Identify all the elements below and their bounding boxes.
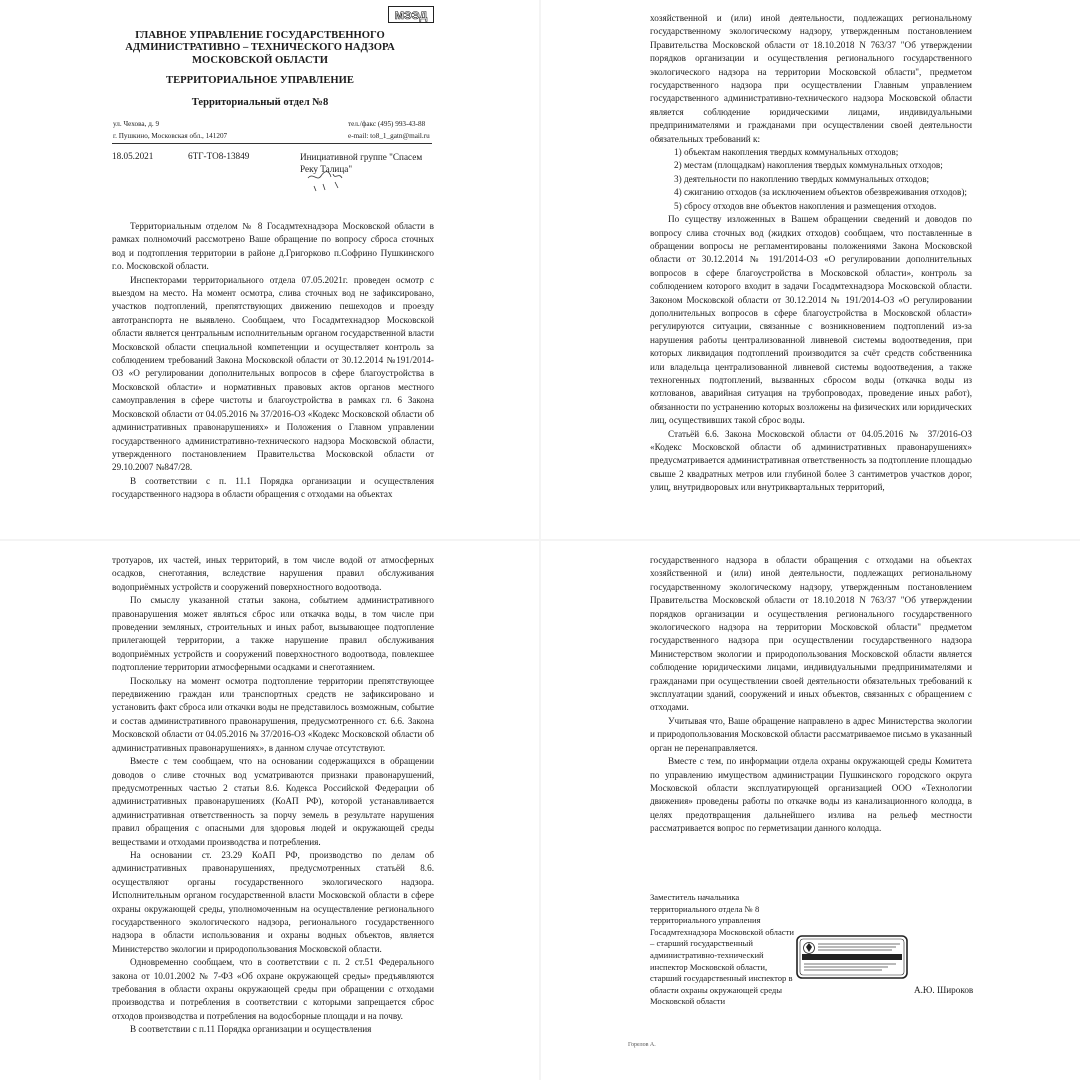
list-item: 1) объектам накопления твердых коммунальных отходов; <box>674 147 899 158</box>
paragraph: Вместе с тем, по информации отдела охраны окружающей среды Комитета по управлению имуществом администрации Пушкинского городского округа Московской области эксплуатирующей организацией ООО «Технологии движения» проведены работы по откачке воды из канализационного колодца, в целях предотвращения дальнейшего излива на рельеф местности рассматривается вопрос по герметизации данного колодца. <box>650 756 972 834</box>
letter-page-3 <box>0 542 536 1078</box>
letter-page-4 <box>542 542 1078 1078</box>
signatory-block <box>650 892 810 1008</box>
header-rule <box>112 143 432 144</box>
meed-stamp-icon <box>388 6 434 23</box>
executor-footer: Горелов А. <box>628 1042 656 1048</box>
list-item: 2) местам (площадкам) накопления твердых коммунальных отходов; <box>674 160 943 171</box>
postal-address <box>113 118 227 142</box>
electronic-signature-seal-icon <box>796 935 908 979</box>
paragraph: По смыслу указанной статьи закона, событием административного правонарушения может являться сброс или откачка воды, в том числе при проведении земляных, строительных и иных работ, вызывающее подтопление прилегающей территории, а также нарушение правил обслуживания водоприёмных устройств и сооружений поверхностного водоотвода, повлекшее подтопление территории атмосферными осадками и снеготаянием. <box>112 595 434 673</box>
letter-body-page-1 <box>112 220 434 502</box>
org-line-2: АДМИНИСТРАТИВНО – ТЕХНИЧЕСКОГО НАДЗОРА <box>125 42 395 54</box>
outgoing-number: 6ТГ-ТО8-13849 <box>188 151 250 161</box>
letter-page-1 <box>0 0 536 536</box>
signatory-line: административно-технический <box>650 949 764 960</box>
addressee: Инициативной группе "Спасем Реку Талица" <box>300 152 423 174</box>
requirements-list <box>650 146 972 213</box>
paragraph: Инспекторами территориального отдела 07.05.2021г. проведен осмотр с выездом на место. На момент осмотра, слива сточных вод не зафиксировано, участков подтоплений, препятствующих движению пешеходов и проезду автотранспорта не выявлено. Сообщаем, что Госадмтехнадзор Московской области является центральным исполнительным органом государственной власти Московской области специальной компетенции и осуществляет контроль за соблюдением требований Закона Московской области от 30.12.2014 №191/2014-ОЗ «О регулировании дополнительных вопросов в сфере благоустройства в Московской области» и нормативных правовых актов органов местного самоуправления в сфере чистоты и благоустройства в рамках гл. 6 Закона Московской области от 04.05.2016 № 37/2016-ОЗ «Кодекс Московской области об административных правонарушениях» и Положения о Главном управлении государственного административно-технического надзора Московской области, утвержденного постановлением Правительства Московской области от 29.10.2007 №847/28. <box>112 274 434 473</box>
signatory-line: Московской области <box>650 996 726 1007</box>
letter-body-page-3 <box>112 554 434 1037</box>
paragraph: Вместе с тем сообщаем, что на основании содержащихся в обращении доводов о сливе сточных вод усматриваются признаки правонарушений, предусмотренных частью 2 статьи 8.6. Кодекса Российской Федерации об административных правонарушениях (КоАП РФ), которой устанавливается административная ответственность за порчу земель в результате нарушения правил обращения с опасными для здоровья людей и окружающей среды веществами и отходами производства и потребления. <box>112 756 434 847</box>
handwritten-mark-icon <box>305 164 355 194</box>
paragraph: государственного надзора в области обращения с отходами на объектах хозяйственной и (или) иной деятельности, подлежащих региональному государственному экологическому надзору, утвержденным постановлением Правительства Московской области от 18.10.2018 N 763/37 "Об утверждении порядков организации и осуществления регионального государственного экологического надзора на территории Московской области" предметом государственного надзора при осуществлении государственного надзора Министерством экологии и природопользования Московской области является соблюдение юридическими лицами, индивидуальными предпринимателями и гражданами при осуществлении своей деятельности обязательных требований к эксплуатации зданий, сооружений и иных объектов, связанных с обращением с отходами. <box>650 555 972 713</box>
paragraph: Поскольку на момент осмотра подтопление территории препятствующее передвижению граждан или транспортных средств не зафиксировано и установить факт сброса или откачки воды не представилось возможным, событие и состав административного правонарушения, предусмотренного ст. 6.6. Закона Московской области от 04.05.2016 № 37/2016-ОЗ «Кодекс Московской области об административных правонарушениях», в данном случае отсутствуют. <box>112 675 434 753</box>
page-divider-horizontal <box>0 539 1080 541</box>
paragraph: тротуаров, их частей, иных территорий, в том числе водой от атмосферных осадков, снеготаяния, вследствие нарушения правил обслуживания водоприёмных устройств и сооружений поверхностного водоотвода. <box>112 555 434 592</box>
phone-fax: тел./факс (495) 993-43-88 <box>348 120 426 128</box>
paragraph: хозяйственной и (или) иной деятельности, подлежащих региональному государственному экологическому надзору, утвержденным постановлением Правительства Московской области от 18.10.2018 N 763/37 "Об утверждении порядков организации и осуществления регионального государственного экологического надзора на территории Московской области", предметом государственного надзора при осуществлении Главным управлением государственного административно-технического надзора Московской области является соблюдение юридическими лицами, индивидуальными предпринимателями и гражданами при осуществлении своей деятельности обязательных требований к: <box>650 13 972 144</box>
letter-body-page-4 <box>650 554 972 836</box>
signatory-line: старший государственный инспектор в <box>650 973 793 984</box>
signatory-line: территориального управления <box>650 915 761 926</box>
meed-stamp-label: МЭЭД <box>394 10 428 22</box>
list-item: 4) сжиганию отходов (за исключением объектов обезвреживания отходов); <box>674 187 967 198</box>
signatory-line: Госадмтехнадзора Московской области <box>650 926 794 937</box>
org-line-1: ГЛАВНОЕ УПРАВЛЕНИЕ ГОСУДАРСТВЕННОГО <box>135 30 385 41</box>
email-address: e-mail: to8_1_gatn@mail.ru <box>348 132 430 140</box>
signatory-line: области охраны окружающей среды <box>650 984 783 995</box>
signatory-line: инспектор Московской области, <box>650 961 768 972</box>
address-city: г. Пушкино, Московская обл., 141207 <box>113 132 228 140</box>
paragraph: Учитывая что, Ваше обращение направлено в адрес Министерства экологии и природопользования Московской области рассматриваемое письмо в указанный орган не перенаправляется. <box>650 715 972 753</box>
address-street: ул. Чехова, д. 9 <box>113 120 160 128</box>
list-item: 3) деятельности по накоплению твердых коммунальных отходов; <box>674 173 930 184</box>
signer-name: А.Ю. Широков <box>914 985 974 995</box>
letter-page-2 <box>542 0 1078 536</box>
paragraph: В соответствии с п. 11.1 Порядка организации и осуществления государственного надзора в области обращения с отходами на объектах <box>112 475 434 500</box>
letter-date: 18.05.2021 <box>112 151 154 161</box>
paragraph: Территориальным отделом № 8 Госадмтехнадзора Московской области в рамках полномочий рассмотрено Ваше обращение по вопросу сброса сточных вод и подтопления территории в районе д.Григорково п.Софрино Пушкинского г.о. Московской области. <box>112 221 434 272</box>
paragraph: Одновременно сообщаем, что в соответствии с п. 2 ст.51 Федерального закона от 10.01.2002 № 7-ФЗ «Об охране окружающей среды» предъявляются требования в области охраны окружающей среды при обращении с отходами производства и потребления в соответствии с которыми запрещается сброс отходов производства и потребления на водосборные площади и на почву. <box>112 957 434 1021</box>
contact-info <box>348 118 430 142</box>
organization-name <box>110 30 410 67</box>
letter-body-page-2 <box>650 12 972 495</box>
list-item: 5) сбросу отходов вне объектов накопления и размещения отходов. <box>674 200 937 211</box>
paragraph: На основании ст. 23.29 КоАП РФ, производство по делам об административных правонарушениях, предусмотренных статьёй 8.6. осуществляют органы государственного экологического надзора. Исполнительным органом государственной власти Московской области в сфере охраны окружающей среды, уполномоченным на осуществление регионального государственного экологического надзора, регионального государственного надзора в области использования и охраны водных объектов, является Министерство экологии и природопользования Московской области. <box>112 849 434 954</box>
department-name: Территориальный отдел №8 <box>191 97 329 108</box>
paragraph: В соответствии с п.11 Порядка организации и осуществления <box>130 1024 372 1035</box>
paragraph: По существу изложенных в Вашем обращении сведений и доводов по вопросу слива сточных вод (жидких отходов) сообщаем, что поставленные в обращении вопросы не регламентированы положениями Закона Московской области от 30.12.2014 № 191/2014-ОЗ «О регулировании дополнительных вопросов в сфере благоустройства в Московской области», контроль за соблюдением которого входит в задачи Госадмтехнадзора Московской области. Законом Московской области от 30.12.2014 № 191/2014-ОЗ «О регулировании дополнительных вопросов в сфере благоустройства в Московской области» регулируются ситуации, связанные с возникновением подтоплений из-за нарушения работы централизованной ливневой системы водоотведения, при которых ликвидация подтоплений производится за счёт средств собственника или владельца централизованной ливневой системы водоотведения, а также техногенных подтоплений, вызванных сбросом воды (откачка воды из котлованов, аварийная ситуация на трубопроводах, проведение иных работ), обязанности по устранению которых возложены на физических или юридических лиц, осуществивших такой сброс воды. <box>650 214 972 426</box>
signatory-line: территориального отдела № 8 <box>650 903 760 914</box>
paragraph: Статьёй 6.6. Закона Московской области от 04.05.2016 № 37/2016-ОЗ «Кодекс Московской области об административных правонарушениях» предусматривается административная ответственность за подтопление площадью свыше 2 квадратных метров или глубиной более 3 сантиметров участков дорог, улиц, внутридворовых или внутриквартальных территорий, <box>650 428 972 493</box>
org-line-3: МОСКОВСКОЙ ОБЛАСТИ <box>192 54 328 66</box>
signatory-line: – старший государственный <box>650 938 753 949</box>
signatory-line: Заместитель начальника <box>650 892 740 902</box>
territorial-administration: ТЕРРИТОРИАЛЬНОЕ УПРАВЛЕНИЕ <box>166 75 354 86</box>
